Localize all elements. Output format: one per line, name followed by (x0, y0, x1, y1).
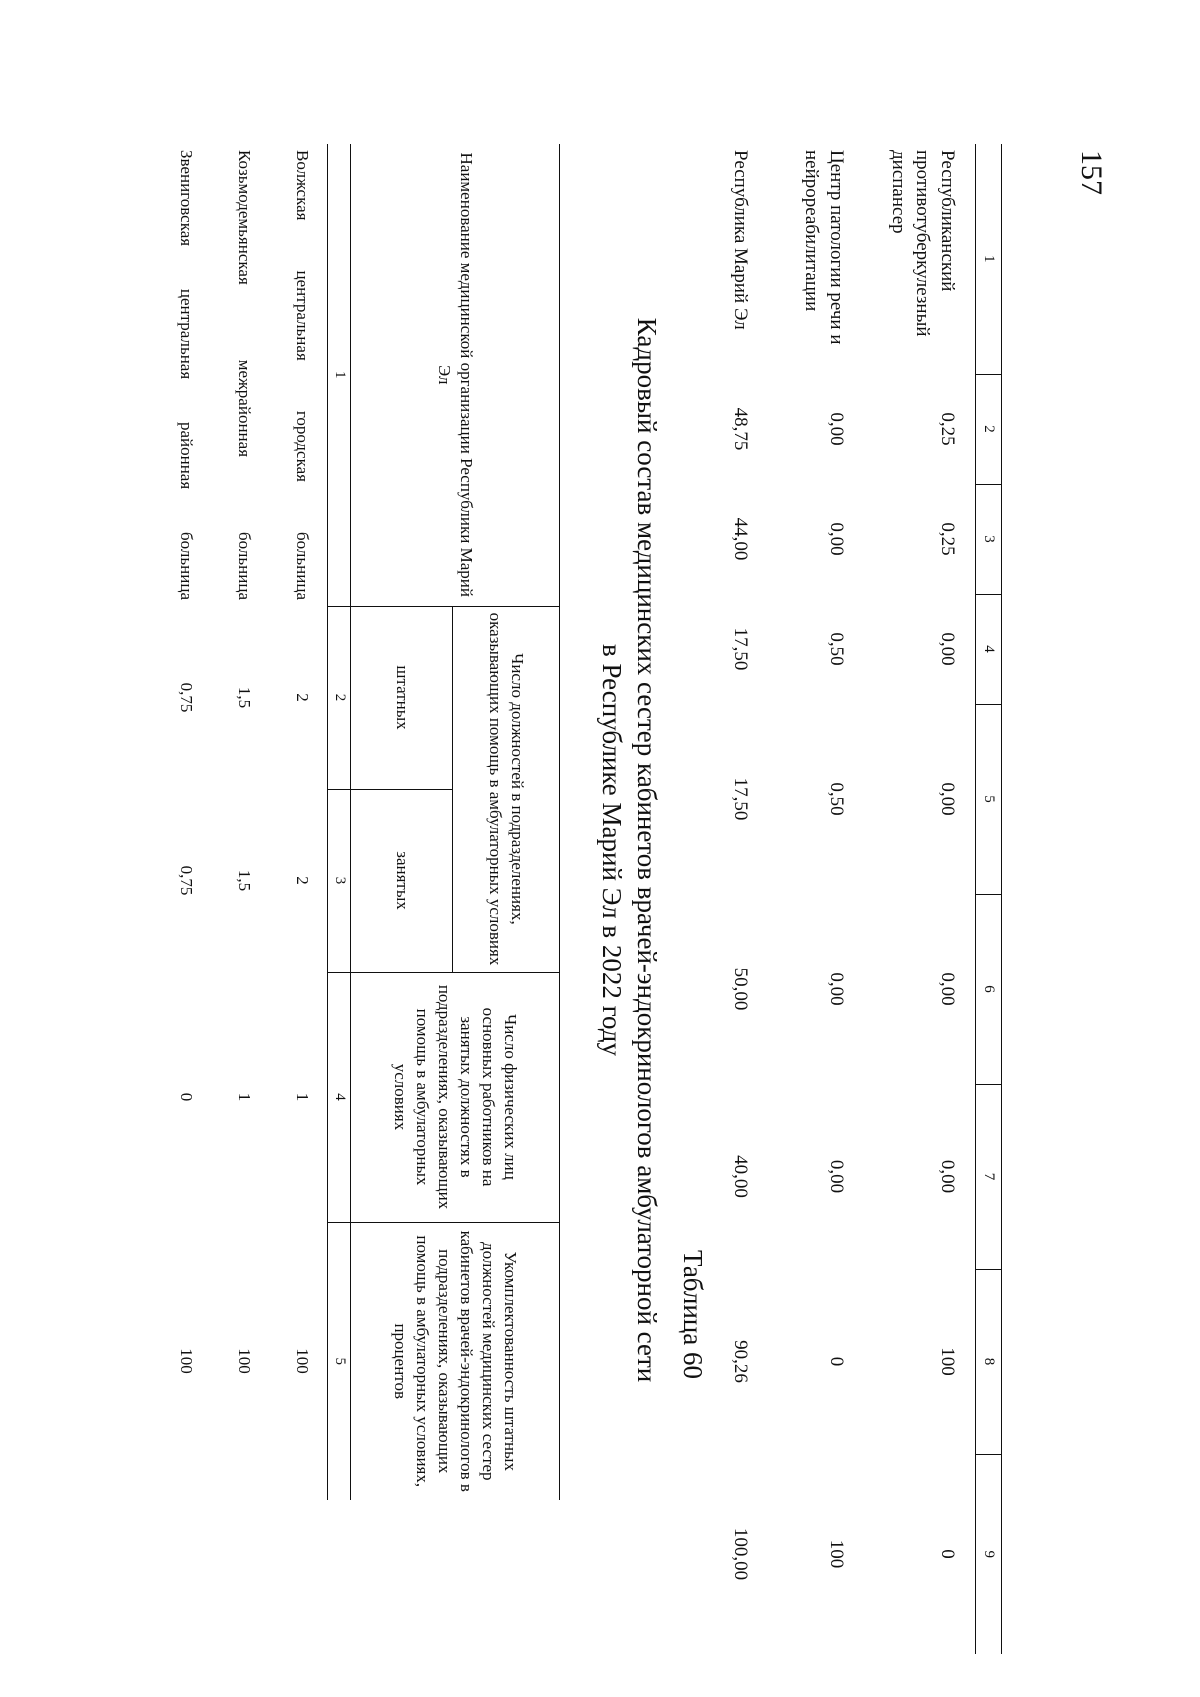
organization-name: Республика Марий Эл (730, 150, 751, 330)
cell-value: 0,00 (826, 1159, 847, 1194)
cell-value: 40,00 (730, 1155, 751, 1198)
column-number: 4 (976, 594, 1002, 704)
cell-value: 2 (293, 876, 312, 885)
column-number: 3 (976, 484, 1002, 594)
cell-value: 1,5 (235, 686, 254, 709)
column-number: 5 (328, 1222, 351, 1500)
cell-value: 17,50 (730, 777, 751, 821)
table-header (453, 144, 560, 1500)
cell-value: 100 (293, 1348, 312, 1374)
cell-value: 0 (826, 1356, 847, 1367)
column-number: 9 (976, 1454, 1002, 1654)
cell-value: 0,00 (937, 632, 958, 666)
organization-name: Республиканский противотуберкулезный диспансер (887, 150, 958, 337)
cell-value: 100 (937, 1347, 958, 1376)
cell-value: 17,50 (730, 627, 751, 671)
column-number: 1 (976, 144, 1002, 374)
cell-value: 0,50 (826, 632, 847, 666)
column-number: 5 (976, 704, 1002, 894)
header-individuals: Число физических лиц основных работников на занятых должностях в подразделениях, оказывающих помощь в амбулаторных условиях (351, 972, 560, 1222)
table-row-total (682, 144, 768, 1654)
page-number: 157 (1075, 150, 1108, 195)
cell-value: 0,25 (937, 412, 958, 446)
table-header-numbers (328, 144, 351, 1500)
column-number: 2 (976, 374, 1002, 484)
column-number: 2 (328, 606, 351, 789)
cell-value: 100 (826, 1539, 847, 1569)
table-caption: Таблица 60 (678, 1250, 708, 1379)
cell-value: 0,00 (937, 1159, 958, 1194)
cell-value: 0,00 (826, 522, 847, 556)
cell-value: 44,00 (730, 517, 751, 561)
column-number: 3 (328, 789, 351, 972)
table-title-line: в Республике Марий Эл в 2022 году (596, 643, 627, 1056)
cell-value: 0,50 (826, 782, 847, 816)
table-title-line: Кадровый состав медицинских сестер кабинетов врачей-эндокринологов амбулаторной сети (632, 317, 662, 1383)
table-continuation (682, 144, 1002, 1654)
cell-value: 0,75 (177, 682, 196, 713)
cell-value: 100,00 (730, 1527, 751, 1581)
cell-value: 100 (177, 1348, 196, 1374)
table-60 (153, 144, 560, 1500)
cell-value: 0,00 (826, 972, 847, 1006)
cell-value: 0,00 (826, 412, 847, 446)
cell-value: 1 (293, 1092, 312, 1102)
table-title (594, 150, 664, 1550)
table-header-numbers (976, 144, 1002, 1654)
organization-name: Волжская центральная городская больница (293, 150, 312, 600)
cell-value: 100 (235, 1348, 254, 1374)
cell-value: 1,5 (235, 869, 254, 892)
column-number: 4 (328, 972, 351, 1222)
header-organization: Наименование медицинской организации Республики Марий Эл (351, 144, 560, 606)
organization-name: Центр патологии речи и нейрореабилитации (801, 150, 847, 345)
table-row (768, 144, 864, 1654)
header-occupied-positions: занятых (351, 789, 453, 972)
column-number: 8 (976, 1269, 1002, 1454)
column-number: 7 (976, 1084, 1002, 1269)
header-staff-positions: штатных (351, 606, 453, 789)
cell-value: 90,26 (730, 1340, 751, 1383)
table-row (269, 144, 328, 1500)
header-positions-group: Число должностей в подразделениях, оказывающих помощь в амбулаторных условиях (453, 606, 560, 972)
cell-value: 48,75 (730, 407, 751, 451)
organization-name: Звениговская центральная районная больница (177, 150, 196, 600)
header-staffing-rate: Укомплектованность штатных должностей медицинских сестер кабинетов врачей-эндокринологов в подразделениях, оказывающих помощь в амбулаторных условиях, процентов (351, 1222, 560, 1500)
cell-value: 0,75 (177, 865, 196, 896)
column-number: 1 (328, 144, 351, 606)
cell-value: 2 (293, 693, 312, 702)
table-row (153, 144, 211, 1500)
table-row (864, 144, 976, 1654)
column-number: 6 (976, 894, 1002, 1084)
cell-value: 0,00 (937, 972, 958, 1006)
cell-value: 0 (937, 1549, 958, 1559)
cell-value: 50,00 (730, 967, 751, 1011)
cell-value: 1 (235, 1092, 254, 1102)
cell-value: 0,00 (937, 782, 958, 816)
table-row (211, 144, 269, 1500)
organization-name: Козьмодемьянская межрайонная больница (235, 150, 254, 600)
cell-value: 0 (177, 1092, 196, 1102)
cell-value: 0,25 (937, 522, 958, 556)
